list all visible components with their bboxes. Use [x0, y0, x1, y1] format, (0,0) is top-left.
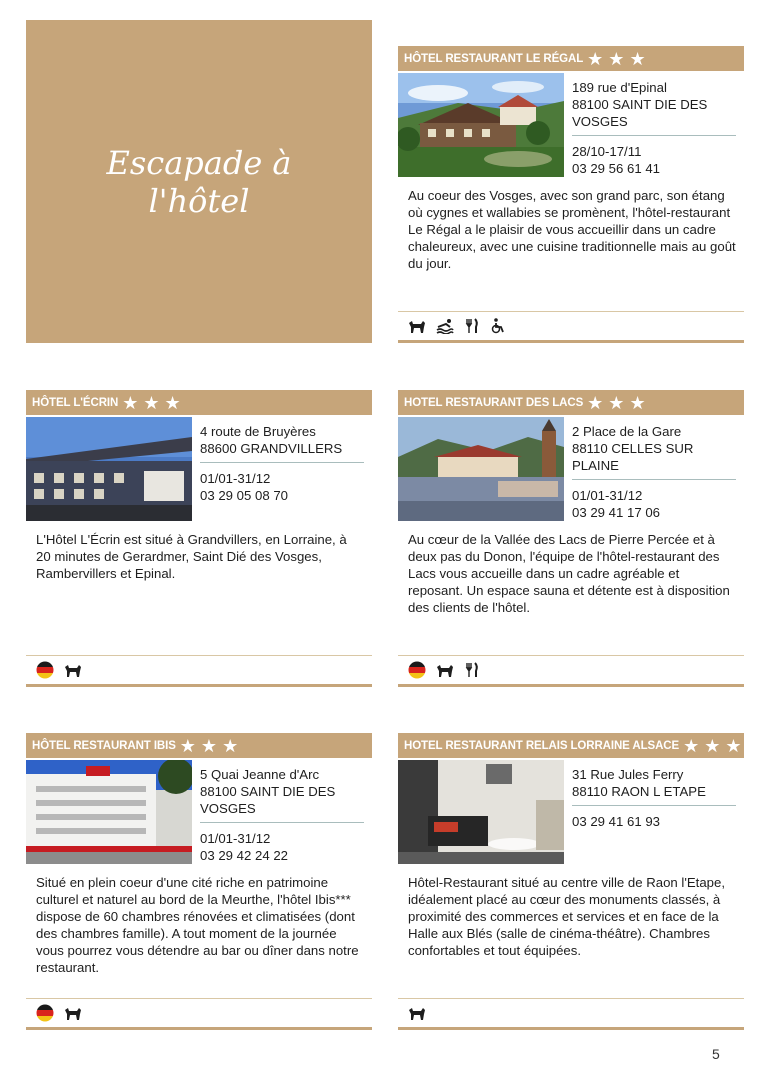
page-number: 5 [712, 1046, 720, 1062]
opening-dates: 01/01-31/12 [200, 831, 271, 846]
hotel-card-ecrin [26, 390, 372, 688]
amenity-bar [26, 655, 372, 687]
hotel-description: L'Hôtel L'Écrin est situé à Grandvillers, en Lorraine, à 20 minutes de Gerardmer, Saint Dié des Vosges, Rambervillers et Epinal. [36, 532, 347, 581]
hotel-card-relais-lorraine-alsace [398, 733, 747, 1031]
dog-icon [64, 662, 82, 678]
hotel-address [572, 79, 736, 136]
hotel-address [200, 423, 364, 463]
german-flag-icon [408, 661, 426, 679]
restaurant-icon [464, 318, 480, 334]
amenity-bar [398, 311, 744, 343]
amenity-bar [26, 998, 372, 1030]
address-line-1: 4 route de Bruyères [200, 424, 316, 439]
phone-number[interactable]: 03 29 42 24 22 [200, 848, 288, 863]
hotel-card-header [26, 733, 372, 758]
amenity-bar [398, 998, 744, 1030]
hotel-card-header [398, 733, 747, 758]
phone-number[interactable]: 03 29 41 61 93 [572, 814, 660, 829]
hotel-card-des-lacs [398, 390, 744, 688]
hotel-card-header [398, 46, 744, 71]
phone-number[interactable]: 03 29 41 17 06 [572, 505, 660, 520]
hotel-card-header [398, 390, 744, 415]
hotel-name: HÔTEL L'ÉCRIN [32, 396, 119, 409]
german-flag-icon [36, 661, 54, 679]
address-line-2: 88100 SAINT DIE DES VOSGES [200, 784, 336, 816]
hotel-description: Au coeur des Vosges, avec son grand parc, son étang où cygnes et wallabies se promènent, l'hôtel-restaurant Le Régal a le plaisir de vous accueillir dans un cadre chaleureux, avec une cuisine traditionnelle mais au goût du jour. [408, 188, 736, 271]
address-line-2: 88110 RAON L ETAPE [572, 784, 706, 799]
hotel-stars: ★★★ [587, 392, 651, 413]
hotel-name: HOTEL RESTAURANT DES LACS [404, 396, 584, 409]
phone-number[interactable]: 03 29 05 08 70 [200, 488, 288, 503]
phone-number[interactable]: 03 29 56 61 41 [572, 161, 660, 176]
amenity-bar [398, 655, 744, 687]
pool-icon [436, 318, 454, 334]
dog-icon [408, 318, 426, 334]
intro-box [26, 20, 372, 343]
address-line-1: 189 rue d'Epinal [572, 80, 667, 95]
restaurant-icon [464, 662, 480, 678]
hotel-stars: ★★★ [179, 735, 244, 756]
intro-title: Escapade à l'hôtel [106, 143, 292, 220]
hotel-card-le-regal [398, 46, 744, 344]
address-line-2: 88600 GRANDVILLERS [200, 441, 343, 456]
hotel-stars: ★★★ [683, 735, 747, 756]
opening-dates: 01/01-31/12 [572, 488, 643, 503]
hotel-photo [398, 417, 564, 521]
hotel-address [200, 766, 364, 823]
dog-icon [408, 1005, 426, 1021]
address-line-1: 31 Rue Jules Ferry [572, 767, 684, 782]
hotel-address [572, 423, 736, 480]
accessible-icon [490, 318, 506, 334]
hotel-photo [398, 760, 564, 864]
hotel-name: HÔTEL RESTAURANT IBIS [32, 739, 176, 752]
opening-dates: 01/01-31/12 [200, 471, 271, 486]
dog-icon [436, 662, 454, 678]
hotel-stars: ★★★ [122, 392, 186, 413]
hotel-stars: ★★★ [587, 48, 651, 69]
hotel-card-ibis [26, 733, 372, 1031]
address-line-1: 5 Quai Jeanne d'Arc [200, 767, 320, 782]
dog-icon [64, 1005, 82, 1021]
address-line-2: 88100 SAINT DIE DES VOSGES [572, 97, 708, 129]
hotel-card-header [26, 390, 372, 415]
hotel-photo [398, 73, 564, 177]
hotel-description: Situé en plein coeur d'une cité riche en patrimoine culturel et naturel au bord de la Meurthe, l'hôtel Ibis*** dispose de 60 chambres rénovées et climatisées (dont des chambres famille). A tout moment de la journée vous pourrez vous détendre au bar ou dîner dans notre restaurant. [36, 875, 359, 975]
address-line-1: 2 Place de la Gare [572, 424, 682, 439]
hotel-photo [26, 417, 192, 521]
hotel-description: Hôtel-Restaurant situé au centre ville de Raon l'Etape, idéalement placé au cœur des monuments classés, à proximité des commerces et services et en face de la Halle aux Blés (salle de cinéma-théâtre). Chambres confortables et tout équipées. [408, 875, 725, 958]
hotel-photo [26, 760, 192, 864]
address-line-2: 88110 CELLES SUR PLAINE [572, 441, 694, 473]
hotel-name: HOTEL RESTAURANT RELAIS LORRAINE ALSACE [404, 739, 680, 752]
opening-dates: 28/10-17/11 [572, 144, 642, 159]
hotel-name: HÔTEL RESTAURANT LE RÉGAL [404, 52, 584, 65]
hotel-address [572, 766, 736, 806]
german-flag-icon [36, 1004, 54, 1022]
hotel-description: Au cœur de la Vallée des Lacs de Pierre Percée et à deux pas du Donon, l'équipe de l'hôtel-restaurant des Lacs vous accueille dans un cadre agréable et reposant. Un espace sauna et détente est à disposition des clients de l'hôtel. [408, 532, 730, 615]
